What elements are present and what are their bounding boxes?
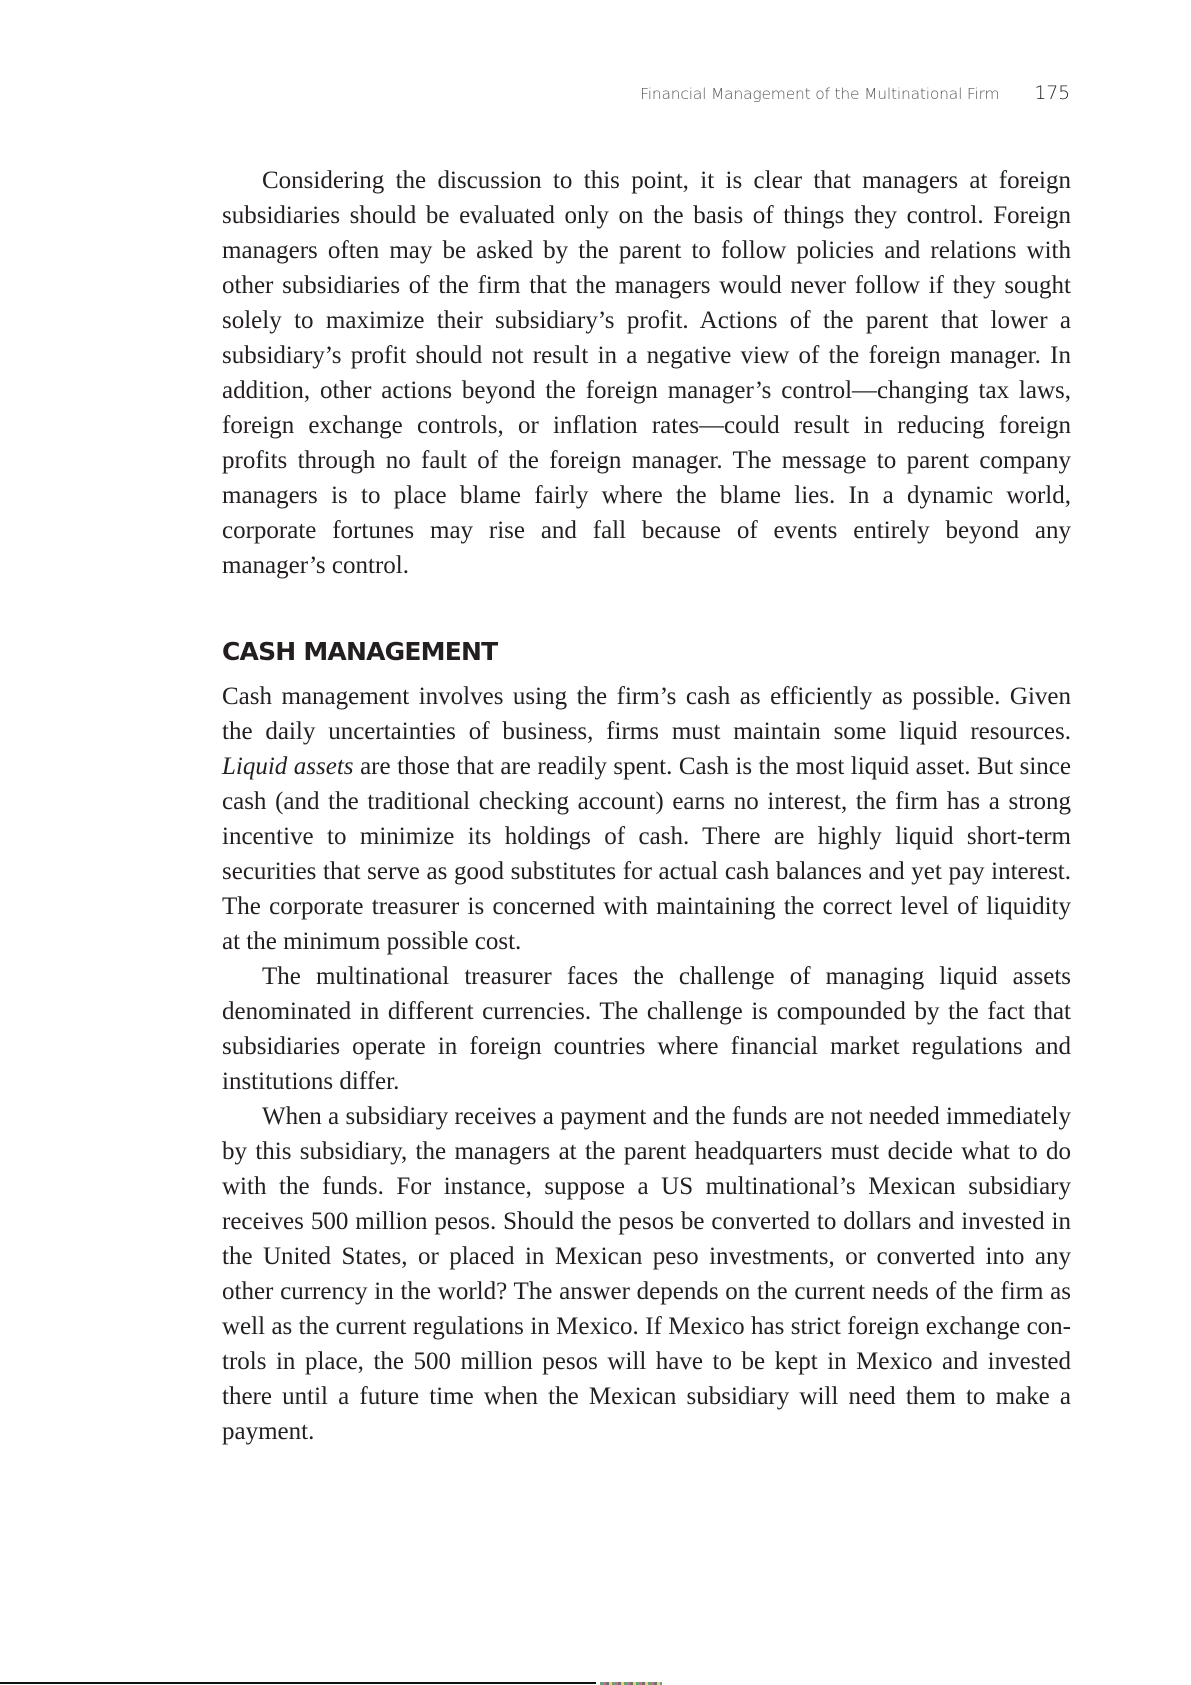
page-body	[222, 163, 1071, 1449]
paragraph-subsidiary-payment: When a subsidiary receives a payment and the funds are not needed immediately by this subsidiary, the managers at the parent headquarters must decide what to do with the funds. For instance, suppose a US multinational’s Mexican subsidiary receives 500 million pesos. Should the pesos be converted to dollars and invested in the United States, or placed in Mexican peso investments, or converted into any other currency in the world? The answer depends on the current needs of the firm as well as the current regulations in Mexico. If Mexico has strict foreign exchange controls in place, the 500 million pesos will have to be kept in Mexico and invested there until a future time when the Mexican subsidiary will need them to make a payment.	[222, 1103, 1071, 1445]
running-title: Financial Management of the Multinational Firm	[640, 85, 1000, 103]
footer-rule	[0, 1682, 596, 1684]
text-span: are those that are readily spent. Cash is the most liquid asset. But since cash (and the traditional checking account) earns no interest, the firm has a strong incentive to minimize its holdings of cash. There are highly liquid short-term securities that serve as good substitutes for actual cash balances and yet pay interest. The corporate treasurer is concerned with maintaining the correct level of liquidity at the minimum possible cost.	[222, 753, 1071, 955]
running-header	[0, 82, 1070, 104]
section-heading-cash-management: CASH MANAGEMENT	[222, 637, 498, 666]
page-number: 175	[1034, 82, 1070, 104]
text-span: Cash management involves using the firm’s cash as efficiently as possible. Given the daily uncertainties of business, firms must maintain some liquid resources.	[222, 683, 1071, 745]
paragraph-cash-management-intro	[222, 679, 1071, 959]
term-liquid-assets: Liquid assets	[222, 753, 354, 780]
paragraph-manager-evaluation: Considering the discussion to this point, it is clear that managers at foreign subsidiaries should be evaluated only on the basis of things they control. Foreign managers often may be asked by the parent to follow policies and relations with other subsidiaries of the firm that the managers would never follow if they sought solely to maximize their subsidiary’s profit. Actions of the parent that lower a subsidiary’s profit should not result in a negative view of the foreign manager. In addition, other actions beyond the foreign manager’s control—changing tax laws, foreign exchange controls, or inflation rates—could result in reducing foreign profits through no fault of the foreign manager. The message to parent company managers is to place blame fairly where the blame lies. In a dynamic world, corporate fortunes may rise and fall because of events entirely beyond any manager’s control.	[222, 167, 1071, 579]
paragraph-multinational-treasurer: The multinational treasurer faces the challenge of managing liquid assets denominated in different currencies. The challenge is compounded by the fact that subsidiaries operate in foreign countries where financial market regulations and institutions differ.	[222, 963, 1071, 1095]
